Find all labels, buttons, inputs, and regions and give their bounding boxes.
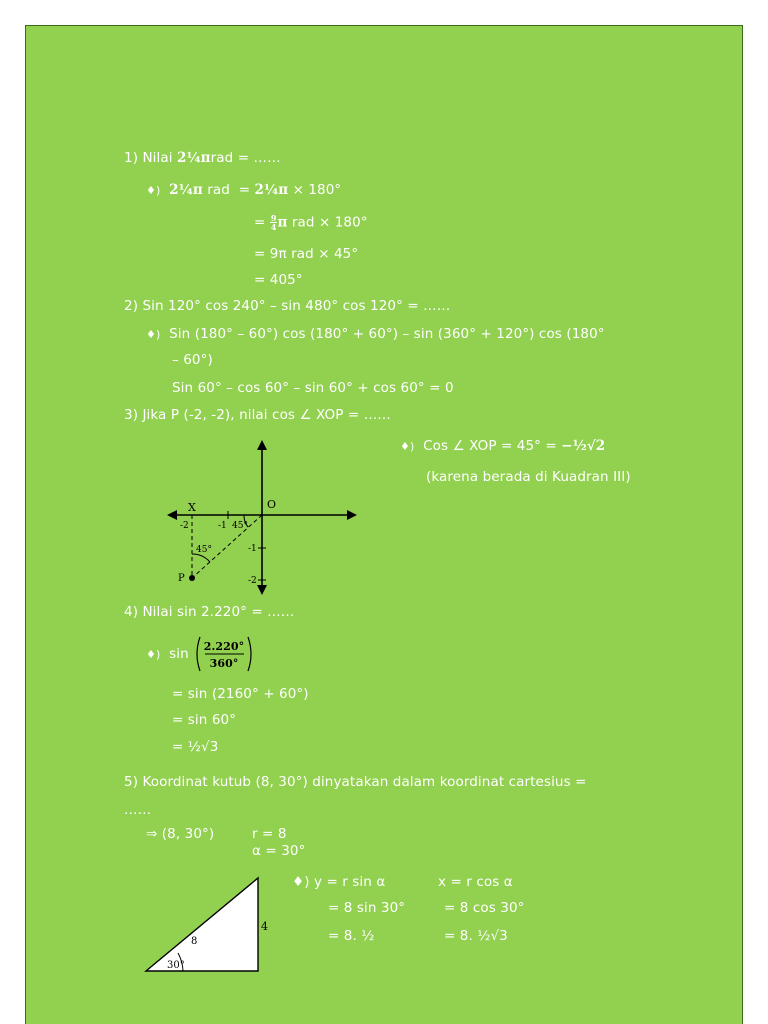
q2-line1-text: Sin (180° – 60°) cos (180° + 60°) – sin (360° + 120°) cos (180° — [169, 326, 605, 342]
q1-s1-rhs-tail: × 180° — [288, 182, 342, 198]
bullet-icon: ♦) — [400, 440, 415, 453]
q5-y2: = 8 sin 30° — [328, 900, 406, 916]
q1-s1-lhs-unit: rad — [202, 182, 230, 198]
q1-step4: = 405° — [254, 272, 303, 288]
q4-step1 — [146, 634, 255, 674]
bullet-icon: ♦) — [146, 328, 161, 341]
q5-tri-hyp: 8 — [191, 936, 198, 947]
q2-line2: – 60°) — [172, 352, 213, 368]
q2-question: 2) Sin 120° cos 240° – sin 480° cos 120° = …… — [124, 298, 451, 314]
q1-step1 — [146, 182, 341, 199]
q3-answer — [400, 438, 605, 455]
q4-sin: sin — [169, 646, 189, 662]
bullet-icon: ♦) — [146, 184, 161, 197]
q4-step4: = ½√3 — [172, 739, 219, 755]
q1-step2: = $\frac{9}{4}$ π rad × 180° — [254, 213, 368, 232]
q3-coordinate-diagram — [162, 438, 362, 598]
q5-x2: = 8 cos 30° — [444, 900, 525, 916]
q5-x1: x = r cos α — [438, 874, 513, 890]
q5-r-line: r = 8 — [252, 826, 287, 842]
q3-label-o: O — [267, 498, 277, 511]
q3-label-p: P — [178, 573, 185, 584]
q3-note: (karena berada di Kuadran III) — [426, 469, 631, 485]
q1-question — [124, 150, 281, 166]
q4-frac-num: 2.220° — [203, 640, 245, 653]
q4-step3: = sin 60° — [172, 712, 237, 728]
q3-tick-y-neg1: -1 — [248, 544, 257, 554]
q1-s2-eq: = — [254, 214, 270, 231]
q1-s1-rhs-expr: 2¼π — [254, 182, 289, 198]
q4-step2: = sin (2160° + 60°) — [172, 686, 309, 702]
q1-lead: 1) Nilai — [124, 150, 177, 166]
q3-tick-x-neg1: -1 — [218, 521, 227, 531]
q5-tri-angle: 30° — [167, 960, 185, 971]
q3-angle-label-origin: 45° — [232, 521, 248, 531]
q5-a-line: α = 30° — [252, 843, 306, 859]
q1-step3: = 9π rad × 45° — [254, 246, 359, 262]
q3-tick-y-neg2: -2 — [248, 576, 257, 586]
q1-frac-9-4: $\frac{9}{4}$ — [270, 213, 277, 232]
q5-arrow-line: ⇒ (8, 30°) — [146, 826, 215, 842]
q3-answer-a: Cos ∠ XOP = 45° = — [423, 438, 562, 454]
q3-angle-label-p: 45° — [196, 545, 212, 555]
q5-tri-side: 4 — [261, 920, 268, 933]
bullet-icon: ♦) — [146, 648, 161, 661]
q4-frac-den: 360° — [209, 657, 239, 670]
q1-s1-eq: = — [238, 182, 255, 198]
q5-triangle — [141, 876, 271, 976]
q5-dots: …… — [124, 802, 152, 818]
q3-answer-b: −½√2 — [561, 438, 606, 454]
q5-x3: = 8. ½√3 — [444, 928, 508, 944]
q1-mixed-number: 2¼π — [176, 150, 211, 166]
q3-label-x: X — [188, 501, 196, 514]
q1-s1-lhs-expr: 2¼π — [169, 182, 203, 198]
q2-line3: Sin 60° – cos 60° – sin 60° + cos 60° = 0 — [172, 380, 454, 396]
q5-question: 5) Koordinat kutub (8, 30°) dinyatakan dalam koordinat cartesius = — [124, 774, 587, 790]
q5-y1: ♦) y = r sin α — [292, 874, 386, 890]
q2-line1 — [146, 326, 605, 343]
q5-y3: = 8. ½ — [328, 928, 375, 944]
q3-question: 3) Jika P (-2, -2), nilai cos ∠ XOP = …… — [124, 407, 391, 423]
document-page — [25, 25, 743, 1024]
q4-question: 4) Nilai sin 2.220° = …… — [124, 604, 295, 620]
q1-tail: rad = …… — [210, 150, 281, 166]
q4-fraction — [193, 634, 255, 674]
q1-s2-tail: rad × 180° — [287, 214, 368, 231]
q3-tick-x-neg2: -2 — [180, 521, 189, 531]
